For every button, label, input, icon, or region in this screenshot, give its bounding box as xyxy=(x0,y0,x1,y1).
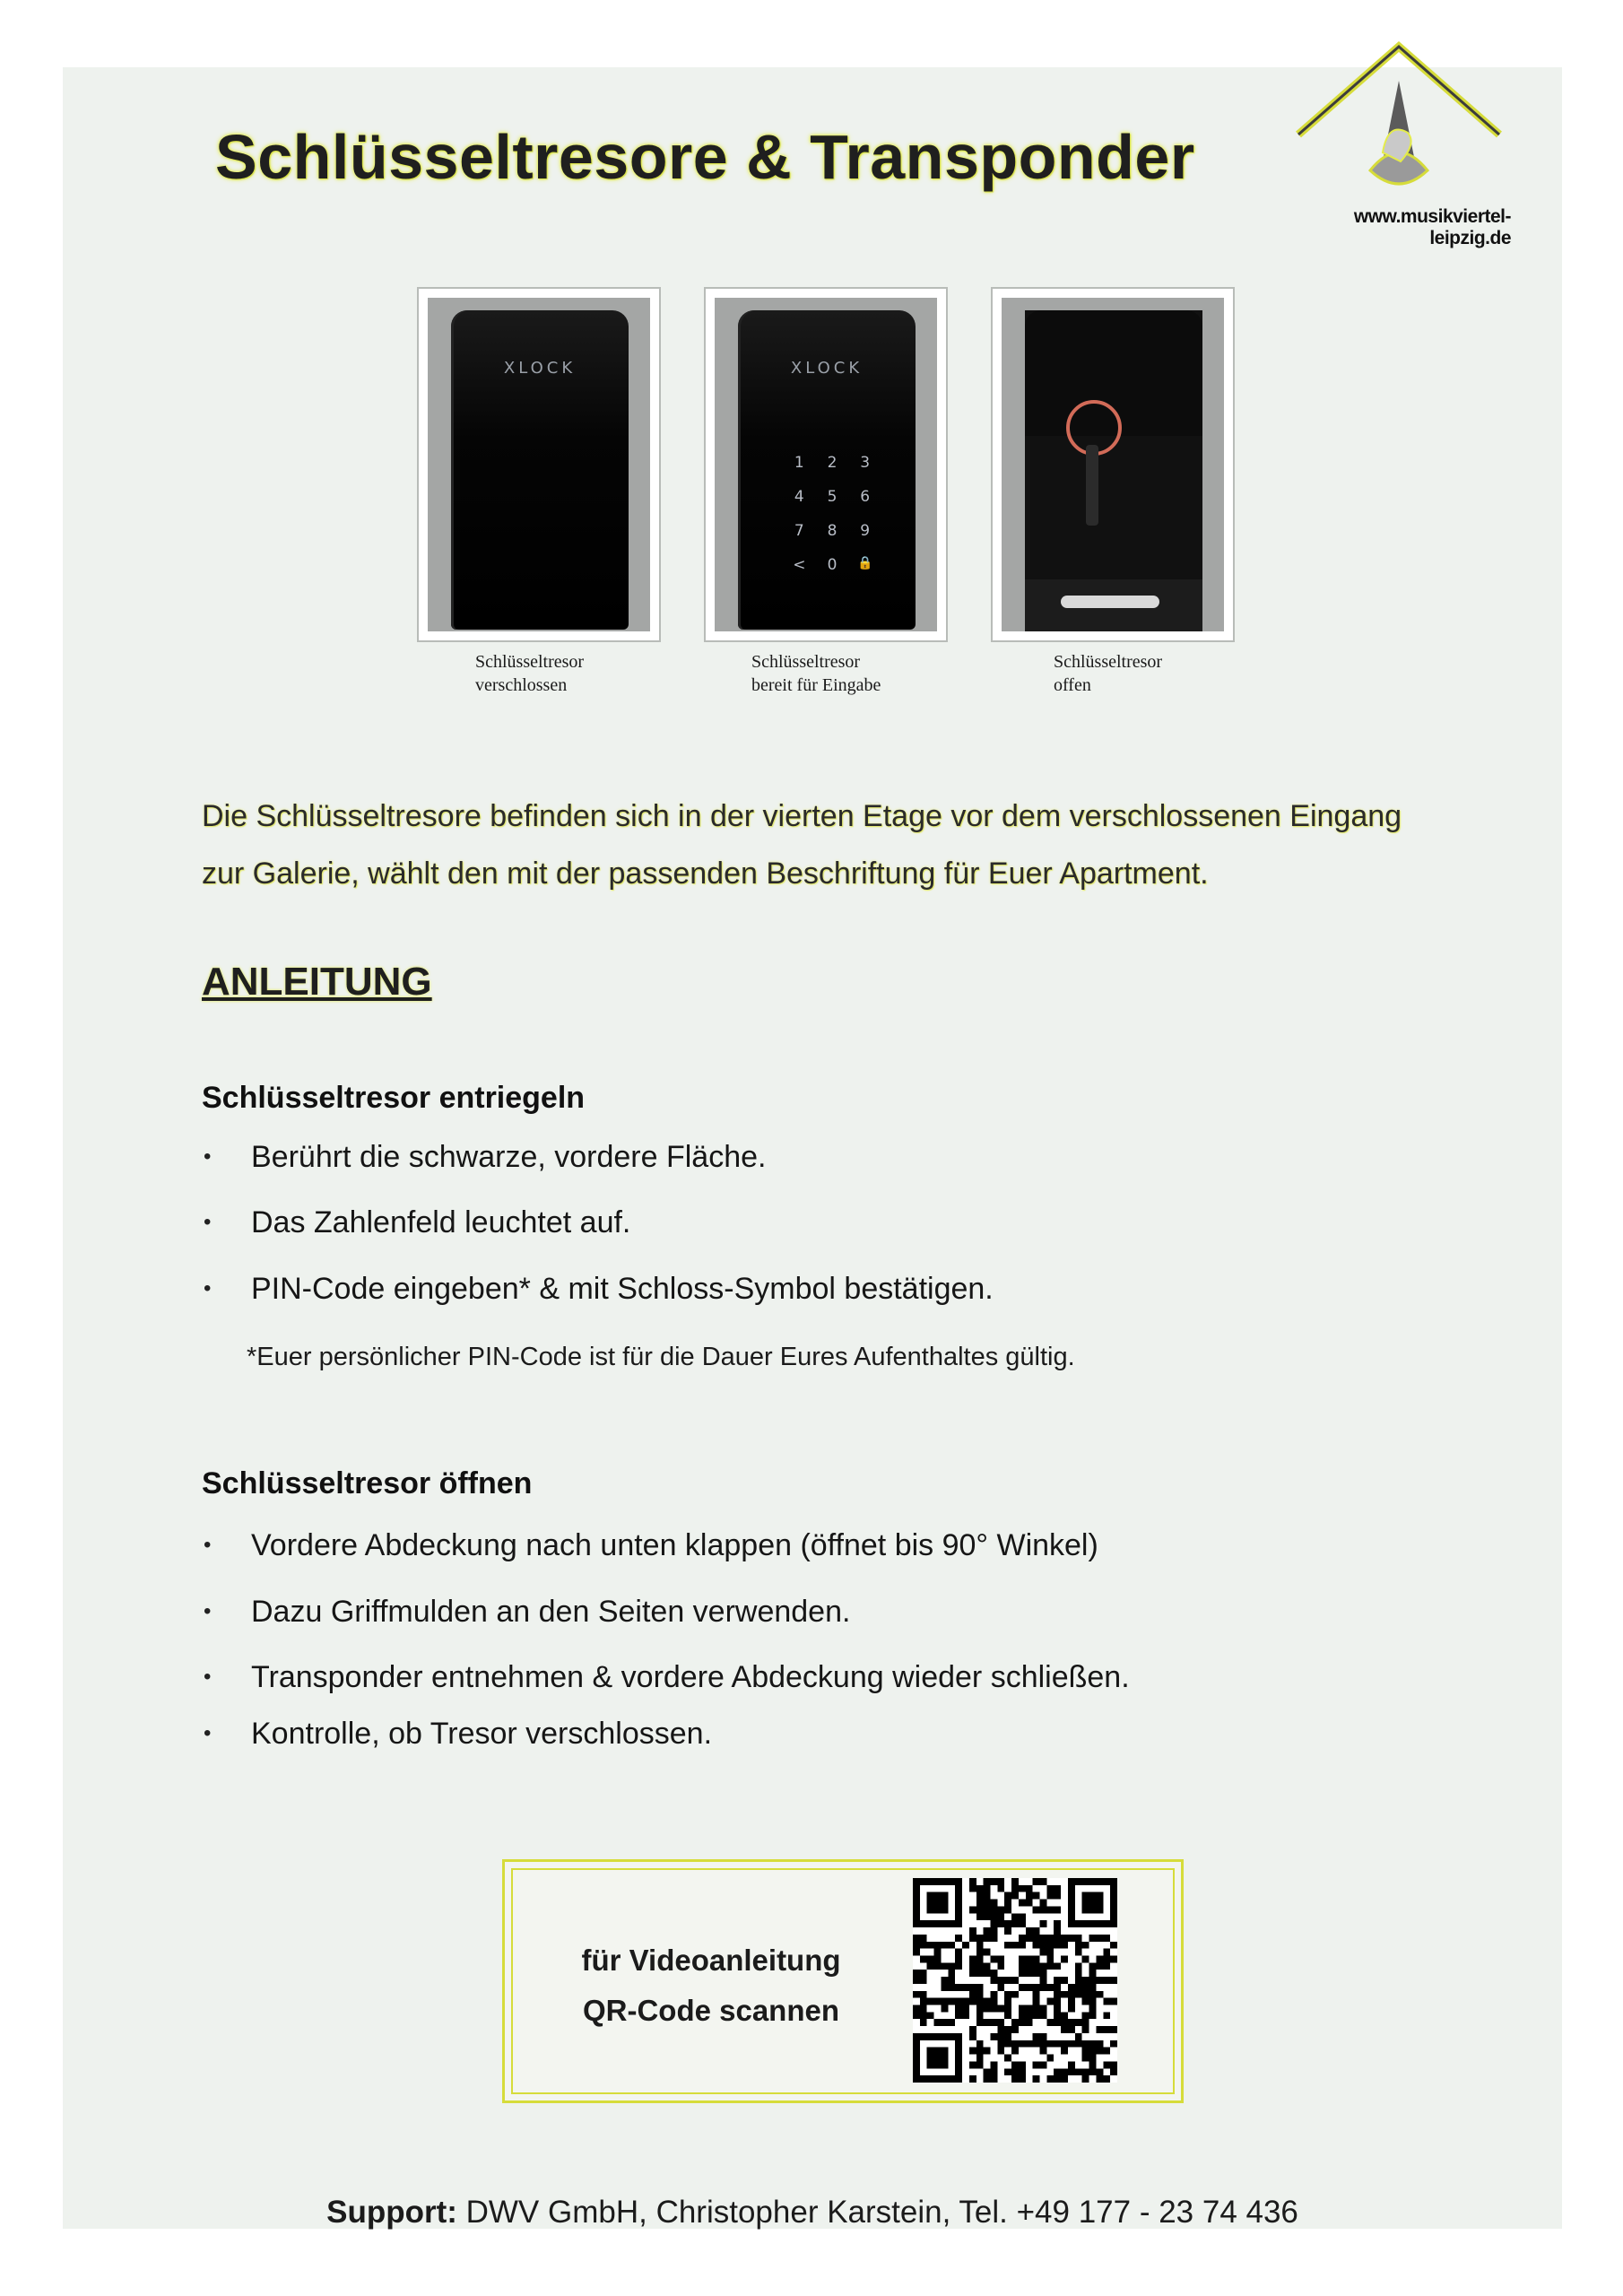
keypad-key: 0 xyxy=(827,556,838,574)
list-item: • Kontrolle, ob Tresor verschlossen. xyxy=(202,1716,712,1752)
info-sheet xyxy=(63,67,1562,2229)
lock-icon: 🔒 xyxy=(856,556,873,570)
list-item: • Berührt die schwarze, vordere Fläche. xyxy=(202,1139,766,1175)
caption-ready: Schlüsseltresor bereit für Eingabe xyxy=(751,652,881,695)
keypad-key: < xyxy=(793,556,806,574)
support-line xyxy=(63,2195,1562,2231)
photo-safe-ready xyxy=(704,287,948,642)
key-safe-device-open xyxy=(1025,310,1202,630)
support-contact: DWV GmbH, Christopher Karstein, Tel. +49 177 - 23 74 436 xyxy=(456,2195,1298,2230)
keypad-key: 2 xyxy=(827,454,838,472)
keypad-key: 5 xyxy=(827,488,838,506)
list-item: • Dazu Griffmulden an den Seiten verwenden. xyxy=(202,1594,850,1630)
brand-label: XLOCK xyxy=(790,359,864,378)
keypad-key: 9 xyxy=(860,522,871,540)
page-title: Schlüsseltresore & Transponder xyxy=(215,122,1195,192)
instructions-heading: ANLEITUNG xyxy=(202,960,432,1004)
open-title: Schlüsseltresor öffnen xyxy=(202,1466,533,1500)
intro-text: Die Schlüsseltresore befinden sich in der vierten Etage vor dem verschlossenen Eingang zur Galerie, wählt den mit der passenden Beschriftung für Euer Apartment. xyxy=(202,799,1402,891)
keypad-key: 1 xyxy=(794,454,804,472)
house-logo-icon xyxy=(1282,27,1515,206)
pin-footnote: *Euer persönlicher PIN-Code ist für die Dauer Eures Aufenthaltes gültig. xyxy=(247,1343,1075,1371)
flap-handle xyxy=(1061,596,1159,608)
keypad-key: 6 xyxy=(860,488,871,506)
website-url: www.musikviertel-leipzig.de xyxy=(1353,206,1511,248)
list-item: • Transponder entnehmen & vordere Abdeckung wieder schließen. xyxy=(202,1659,1130,1695)
caption-closed: Schlüsseltresor verschlossen xyxy=(475,652,585,695)
list-item: • Das Zahlenfeld leuchtet auf. xyxy=(202,1205,630,1240)
qr-text: für Videoanleitung QR-Code scannen xyxy=(581,1944,841,2027)
transponder-icon xyxy=(1086,445,1098,526)
keypad-key: 8 xyxy=(827,522,838,540)
unlock-title: Schlüsseltresor entriegeln xyxy=(202,1081,586,1115)
photo-safe-closed xyxy=(417,287,661,642)
list-item: • PIN-Code eingeben* & mit Schloss-Symbol bestätigen. xyxy=(202,1271,994,1307)
key-safe-device xyxy=(451,310,629,630)
key-safe-device xyxy=(738,310,916,630)
caption-open: Schlüsseltresor offen xyxy=(1054,652,1163,695)
brand-label: XLOCK xyxy=(503,359,577,378)
support-label: Support: xyxy=(326,2195,457,2230)
keypad-key: 4 xyxy=(794,488,804,506)
list-item: • Vordere Abdeckung nach unten klappen (öffnet bis 90° Winkel) xyxy=(202,1527,1098,1563)
keypad xyxy=(783,454,881,574)
photo-safe-open xyxy=(991,287,1235,642)
qr-box xyxy=(502,1859,1184,2103)
keypad-key: 7 xyxy=(794,522,804,540)
qr-code-icon[interactable] xyxy=(913,1878,1117,2083)
keypad-key: 3 xyxy=(860,454,871,472)
